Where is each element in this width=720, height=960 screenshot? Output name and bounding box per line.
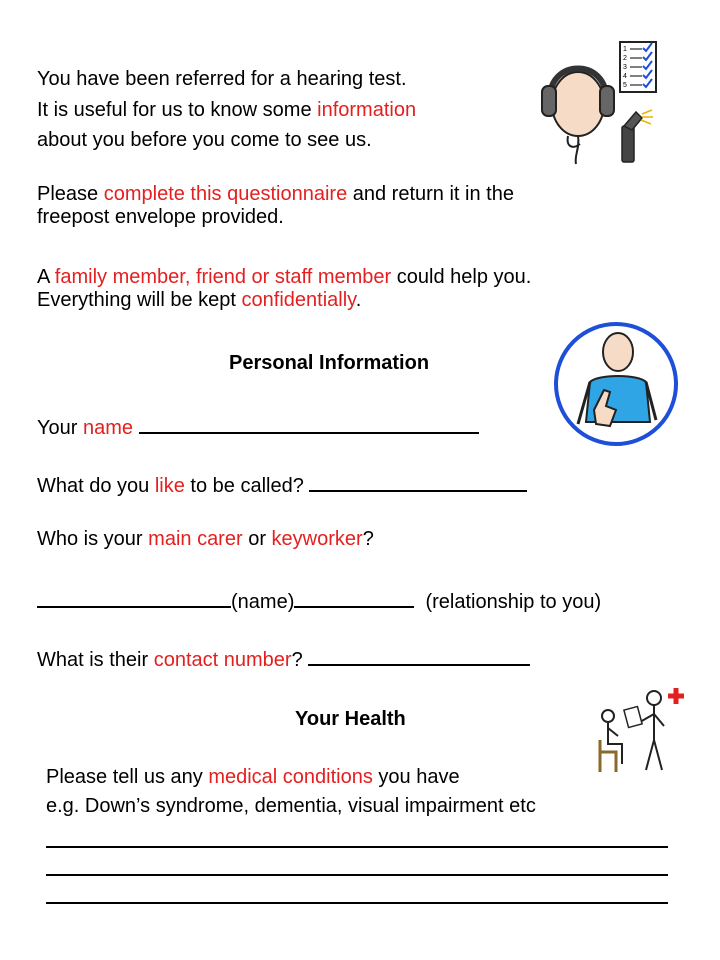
- intro-line-2: It is useful for us to know some information: [37, 99, 417, 121]
- personal-information-heading: Personal Information: [229, 352, 430, 374]
- carer-name-field[interactable]: [37, 586, 231, 608]
- intro-line-1: You have been referred for a hearing test.: [37, 68, 407, 90]
- medical-conditions-line-2[interactable]: [46, 874, 668, 876]
- hearing-test-icon: [538, 38, 678, 168]
- checklist-number: 2: [623, 55, 627, 62]
- carer-relationship-row: (name) (relationship to you): [37, 586, 601, 614]
- checklist-number: 3: [623, 64, 627, 71]
- medical-conditions-line-1[interactable]: [46, 846, 668, 848]
- health-line-1: Please tell us any medical conditions you have: [46, 766, 460, 788]
- checklist-number: 1: [623, 46, 627, 53]
- checklist-number: 5: [623, 82, 627, 89]
- complete-line-2: freepost envelope provided.: [37, 206, 284, 228]
- person-self-icon: [550, 320, 682, 452]
- doctor-patient-icon: [592, 682, 692, 774]
- name-field[interactable]: [139, 412, 479, 434]
- complete-line-1: Please complete this questionnaire and return it in the: [37, 183, 514, 205]
- carer-relationship-field[interactable]: [294, 586, 414, 608]
- intro-line-3: about you before you come to see us.: [37, 129, 372, 151]
- help-line-1: A family member, friend or staff member could help you.: [37, 266, 532, 288]
- contact-number-row: What is their contact number?: [37, 644, 530, 672]
- medical-conditions-line-3[interactable]: [46, 902, 668, 904]
- carer-question: Who is your main carer or keyworker?: [37, 528, 374, 550]
- contact-number-field[interactable]: [308, 644, 530, 666]
- checklist-number: 4: [623, 73, 627, 80]
- name-field-row: Your name: [37, 412, 479, 440]
- help-line-2: Everything will be kept confidentially.: [37, 289, 362, 311]
- called-field[interactable]: [309, 470, 527, 492]
- health-line-2: e.g. Down’s syndrome, dementia, visual impairment etc: [46, 795, 536, 817]
- called-field-row: What do you like to be called?: [37, 470, 527, 498]
- your-health-heading: Your Health: [295, 708, 406, 730]
